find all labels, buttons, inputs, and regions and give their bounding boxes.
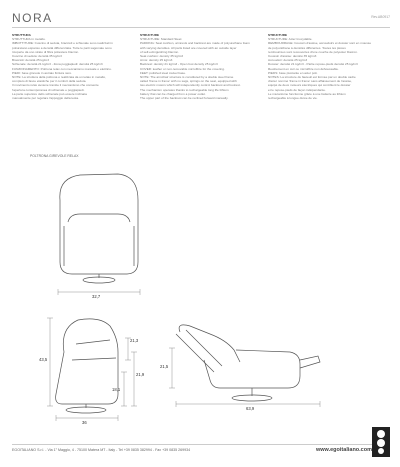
spec-line: The mechanism operates thanks to rechargeable long life lithium [140,87,229,92]
spec-line: rembourrées sont recouvertes d'une couche de polyester Dacron. [268,49,358,54]
company-address: EGOITALIANO S.r.l. - Via 1° Maggio, 4 - 75100 Matera MT - Italy - Tel +39 0835 382994 - Fax +39 0835 269934 [12,448,191,452]
spec-line: called 'frame in frame' with no sags, springs on the seat, equipped with [140,79,237,84]
dimension-depth: 36 [82,420,87,425]
dimension-seat: 21,3 [130,338,139,343]
spec-line: Coussin d'assise: densité 35 kg/m3 [268,54,317,59]
spec-line: La parte superiore dello schienale può essere inclinata [12,91,87,96]
spec-line: Seat cushion: density 35 kg/m3 [140,54,183,59]
spec-line: PIEDS: base pivotante en acier poli. [268,70,318,75]
spec-line: équipé de deux moteurs électriques qui contrôlent le dossier [268,83,351,88]
spec-line: Il movimento relax avviene tramite il meccanismo che consente [12,83,99,88]
spec-line: Accoudoir: densité 25 kg/m3 [268,58,308,63]
dimension-d2: 18,1 [112,387,121,392]
product-title: NORA [12,11,53,25]
spec-line: Braccioli: densità 25 kg/m3 [12,58,49,63]
spec-line: two electric motors which will independently control backrest and footrest. [140,83,241,88]
spec-line: IMBOTTITURE: Cuscino di seduta, braccioli e schienale sono realizzati in [12,41,113,46]
spec-line: de polyuréthane à densités différentes. Toutes les pièces [268,45,346,50]
spec-line: Revêtement en cuir ou microfibre non déhoussable. [268,66,339,71]
footer [12,444,390,455]
spec-line: NOTES: La structure du fauteuil est formée par un double cadre [268,75,356,80]
front-view-armchair [60,174,138,283]
spec-line: d'acier nommé 'frame in frame' sans affaissement de l'assise, [268,79,352,84]
column-heading: STRUCTURE [268,33,288,37]
spec-line: STRUTTURA in metallo. [12,37,46,42]
column-heading: STRUCTURE [140,33,160,37]
spec-line: NOTE: The armchair structure is constituted by a double steel frame [140,75,234,80]
spec-line: et le repose-pieds de façon indépendante. [268,87,326,92]
spec-line: NOTE: La struttura della poltrona è realizzata da un telaio in metallo, [12,75,106,80]
spec-line: FEET: polished steel swivel base. [140,70,186,75]
dimension-height: 43,5 [39,357,48,362]
brand-logo-icon [372,427,390,457]
spec-line: l'apertura contemporanea di schienale e poggiapiedi. [12,87,85,92]
spec-line: COVER: leather or non-removable microfibre for the covering. [140,66,225,71]
reclined-view-armchair [176,325,320,401]
spec-line: rechargeable à longue durée de vie. [268,96,318,101]
website-link[interactable]: www.egoitaliano.com [315,447,372,453]
spec-line: REMBOURRAGE: Coussin d'assise, accoudoirs et dossier sont en mousse [268,41,372,46]
spec-line: PADDING: Seat cushion, armrests and backrest are made of polyurethane foam [140,41,250,46]
drawing-caption: POLTRONA GIREVOLE RELAX [30,154,79,158]
dimension-d1: 21,9 [136,372,145,377]
spec-line: The upper part of the backrest can be reclined forward manually. [140,96,229,101]
spec-line: Arms: density 25 kg/m3 [140,58,173,63]
spec-line: Dossier: densité 21 kg/m3 - Partie repose-pieds densité 25 kg/m3 [268,62,358,67]
spec-line: completo di fasce elastiche per il comfort della seduta. [12,79,87,84]
spec-line: STRUCTURE: Acier Inoxydable. [268,37,313,42]
spec-line: Le mécanisme fonctionne grâce à une batterie au lithium [268,91,346,96]
spec-line: of self-extinguishing Dacron. [140,49,180,54]
dimension-width: 32,7 [92,294,101,299]
spec-line: Cuscino di seduta: densità 35 kg/m3 [12,54,62,59]
spec-line: with varying densities. All parts listed are covered with an outside layer [140,45,237,50]
dimension-ext-depth: 63,9 [246,406,255,411]
spec-line: Backrest: density 21 kg/m3 - Open foot density 25 kg/m3 [140,62,218,67]
spec-line: battery that can be charged from a power outlet. [140,91,206,96]
spec-line: FUNZIONAMENTO: Poltrona relax con meccanismo manuale o elettrico. [12,66,112,71]
spec-line: PIEDI: base girevole in acciaio finitura nero. [12,70,73,75]
spec-line: manualmente per regolare l'appoggio della testa. [12,96,79,101]
spec-line: ricoperte da uno strato di fibra poliestere Dacron. [12,49,80,54]
revision-code: Rev.AB0917 [371,15,390,19]
side-view-armchair [56,319,121,413]
spec-line: Schienale: densità 21 kg/m3 - Zona poggiapiedi: densità 25 kg/m3 [12,62,103,67]
spec-line: STRUCTURE: Standard Steel. [140,37,183,42]
spec-line: poliuretano espanso a densità differenziata. Tutte le parti sagomate sono [12,45,112,50]
column-heading: STRUTTURA [12,33,31,37]
dimension-ext-height: 21,5 [160,364,169,369]
